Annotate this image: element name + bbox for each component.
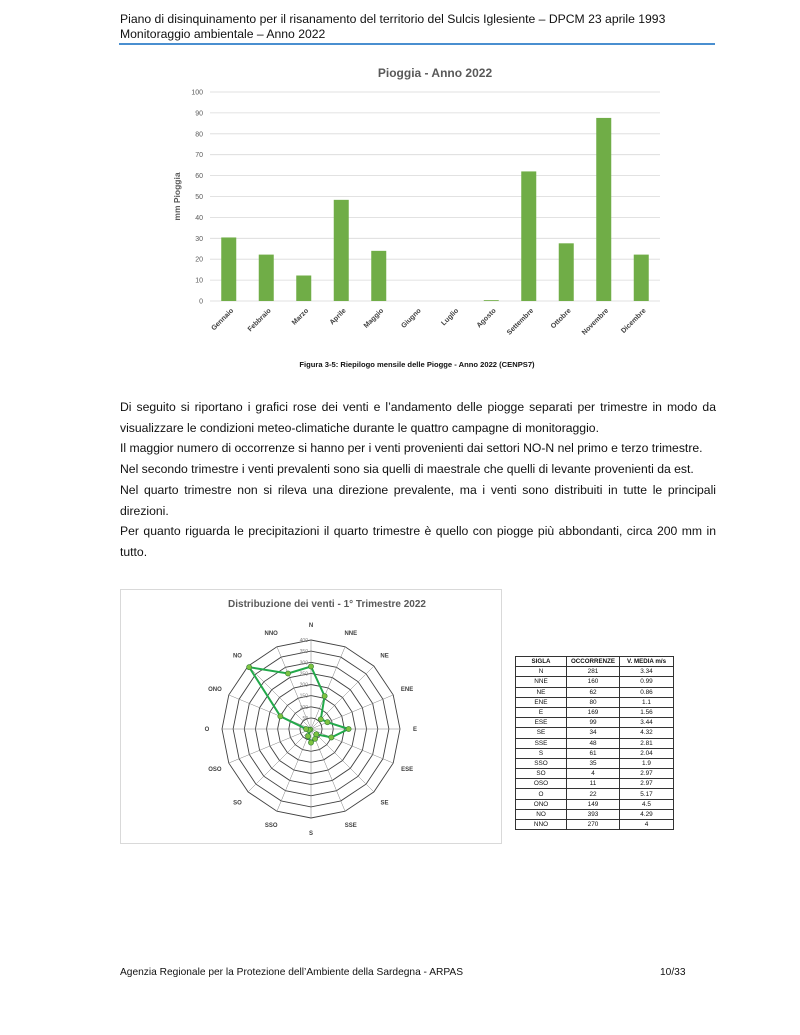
table-cell-sigla: O bbox=[516, 789, 567, 799]
table-cell-occorrenze: 270 bbox=[567, 820, 620, 830]
y-tick-label: 30 bbox=[195, 235, 203, 243]
wind-table-header-row bbox=[516, 657, 674, 667]
y-tick-label: 60 bbox=[195, 173, 203, 181]
wind-point-ne bbox=[318, 717, 323, 722]
wind-point-s bbox=[308, 740, 313, 745]
r-tick-label: 250 bbox=[299, 671, 308, 678]
wind-table-header-sigla: SIGLA bbox=[516, 657, 567, 667]
direction-label: ONO bbox=[208, 687, 222, 694]
table-cell-vmedia: 3.34 bbox=[620, 667, 674, 677]
page-header bbox=[120, 12, 714, 42]
table-cell-sigla: SE bbox=[516, 728, 567, 738]
table-cell-occorrenze: 393 bbox=[567, 809, 620, 819]
table-cell-occorrenze: 35 bbox=[567, 758, 620, 768]
radar-spoke bbox=[229, 729, 311, 763]
table-cell-occorrenze: 4 bbox=[567, 769, 620, 779]
table-row bbox=[516, 789, 674, 799]
r-tick-label: 150 bbox=[299, 693, 308, 700]
table-cell-sigla: S bbox=[516, 748, 567, 758]
table-cell-vmedia: 0.86 bbox=[620, 687, 674, 697]
bar-febbraio bbox=[259, 255, 274, 301]
x-tick-label: Settembre bbox=[506, 307, 536, 337]
x-tick-label: Agosto bbox=[475, 307, 498, 330]
table-cell-sigla: N bbox=[516, 667, 567, 677]
table-row bbox=[516, 779, 674, 789]
direction-label: S bbox=[308, 831, 314, 837]
table-row bbox=[516, 687, 674, 697]
bar-aprile bbox=[334, 200, 349, 301]
header-line-2: Monitoraggio ambientale – Anno 2022 bbox=[120, 27, 326, 41]
wind-point-ese bbox=[329, 735, 334, 740]
direction-label: SO bbox=[233, 800, 242, 807]
table-cell-vmedia: 1.56 bbox=[620, 707, 674, 717]
table-cell-sigla: NNE bbox=[516, 677, 567, 687]
wind-table-header-vmedia: V. MEDIA m/s bbox=[620, 657, 674, 667]
r-tick-label: 350 bbox=[299, 649, 308, 656]
table-cell-occorrenze: 62 bbox=[567, 687, 620, 697]
header-rule bbox=[119, 43, 715, 45]
x-tick-label: Ottobre bbox=[549, 307, 573, 331]
table-cell-sigla: E bbox=[516, 707, 567, 717]
chart-title: Pioggia - Anno 2022 bbox=[377, 66, 493, 80]
y-tick-label: 20 bbox=[195, 256, 203, 264]
chart-title: Distribuzione dei venti - 1° Trimestre 2022 bbox=[228, 599, 426, 610]
table-row bbox=[516, 667, 674, 677]
table-cell-sigla: NNO bbox=[516, 820, 567, 830]
y-tick-label: 80 bbox=[195, 131, 203, 139]
table-cell-sigla: SO bbox=[516, 769, 567, 779]
table-cell-sigla: OSO bbox=[516, 779, 567, 789]
table-cell-occorrenze: 34 bbox=[567, 728, 620, 738]
direction-label: NE bbox=[380, 653, 389, 660]
table-row bbox=[516, 799, 674, 809]
direction-label: SSE bbox=[344, 823, 357, 830]
bar-maggio bbox=[371, 251, 386, 301]
direction-label: NNE bbox=[344, 630, 358, 637]
direction-label: N bbox=[308, 623, 314, 629]
radar-spoke bbox=[277, 729, 311, 811]
table-cell-occorrenze: 149 bbox=[567, 799, 620, 809]
footer-page-number: 10/33 bbox=[660, 967, 686, 978]
table-row bbox=[516, 728, 674, 738]
direction-label: NNO bbox=[264, 630, 278, 637]
y-tick-label: 100 bbox=[191, 89, 203, 97]
table-cell-sigla: ONO bbox=[516, 799, 567, 809]
y-axis-label: mm Pioggia bbox=[172, 172, 182, 221]
direction-label: O bbox=[204, 727, 210, 733]
x-tick-label: Maggio bbox=[362, 307, 386, 330]
wind-point-sso bbox=[305, 734, 310, 739]
table-cell-occorrenze: 80 bbox=[567, 697, 620, 707]
table-cell-sigla: SSE bbox=[516, 738, 567, 748]
y-tick-label: 10 bbox=[195, 277, 203, 285]
body-text bbox=[120, 397, 716, 563]
x-tick-label: Dicembre bbox=[620, 307, 648, 335]
table-cell-occorrenze: 61 bbox=[567, 748, 620, 758]
table-cell-sigla: NO bbox=[516, 809, 567, 819]
wind-point-ono bbox=[278, 714, 283, 719]
table-row bbox=[516, 697, 674, 707]
table-cell-occorrenze: 169 bbox=[567, 707, 620, 717]
table-cell-sigla: ESE bbox=[516, 718, 567, 728]
table-cell-occorrenze: 48 bbox=[567, 738, 620, 748]
table-cell-vmedia: 1.1 bbox=[620, 697, 674, 707]
x-tick-label: Marzo bbox=[290, 307, 311, 327]
table-row bbox=[516, 758, 674, 768]
y-tick-label: 70 bbox=[195, 152, 203, 160]
bar-ottobre bbox=[559, 243, 574, 301]
r-tick-label: 300 bbox=[299, 660, 308, 667]
bar-dicembre bbox=[634, 255, 649, 301]
x-tick-label: Aprile bbox=[328, 307, 348, 327]
table-cell-vmedia: 2.81 bbox=[620, 738, 674, 748]
table-cell-vmedia: 4 bbox=[620, 820, 674, 830]
table-row bbox=[516, 738, 674, 748]
wind-point-nne bbox=[322, 694, 327, 699]
table-cell-vmedia: 1.9 bbox=[620, 758, 674, 768]
wind-table-header-occorrenze: OCCORRENZE bbox=[567, 657, 620, 667]
wind-table bbox=[515, 656, 674, 830]
direction-label: NO bbox=[232, 653, 242, 660]
table-row bbox=[516, 809, 674, 819]
table-cell-vmedia: 5.17 bbox=[620, 789, 674, 799]
table-cell-vmedia: 0.99 bbox=[620, 677, 674, 687]
y-tick-label: 50 bbox=[195, 194, 203, 201]
table-cell-sigla: SSO bbox=[516, 758, 567, 768]
x-tick-label: Gennaio bbox=[210, 307, 236, 333]
r-tick-label: 100 bbox=[299, 704, 308, 711]
paragraph-4: Nel quarto trimestre non si rileva una direzione prevalente, ma i venti sono distribuiti in tutte le principali direzioni. bbox=[120, 482, 716, 518]
table-cell-sigla: ENE bbox=[516, 697, 567, 707]
table-cell-vmedia: 2.97 bbox=[620, 769, 674, 779]
direction-label: E bbox=[412, 727, 418, 733]
wind-rose-chart-svg bbox=[121, 590, 501, 843]
direction-label: ENE bbox=[400, 687, 414, 694]
wind-rose-chart bbox=[120, 589, 502, 844]
x-tick-label: Febbraio bbox=[246, 307, 273, 334]
header-line-1: Piano di disinquinamento per il risanamento del territorio del Sulcis Iglesiente – DPCM 23 aprile 1993 bbox=[120, 12, 666, 26]
figure-caption: Figura 3-5: Riepilogo mensile delle Piogge - Anno 2022 (CENPS7) bbox=[299, 360, 535, 369]
wind-point-sse bbox=[312, 736, 317, 741]
wind-point-n bbox=[308, 664, 313, 669]
direction-label: SSO bbox=[264, 823, 278, 830]
x-tick-label: Luglio bbox=[440, 307, 461, 328]
table-cell-occorrenze: 281 bbox=[567, 667, 620, 677]
rain-bar-chart bbox=[165, 60, 675, 360]
bar-marzo bbox=[296, 276, 311, 301]
paragraph-3: Nel secondo trimestre i venti prevalenti sono sia quelli di maestrale che quelli di levante provenienti da est. bbox=[120, 462, 694, 477]
radar-spoke bbox=[311, 729, 393, 763]
table-cell-occorrenze: 99 bbox=[567, 718, 620, 728]
table-cell-vmedia: 4.5 bbox=[620, 799, 674, 809]
r-tick-label: 200 bbox=[299, 682, 308, 689]
bar-novembre bbox=[596, 118, 611, 301]
wind-point-ene bbox=[325, 720, 330, 725]
table-cell-vmedia: 2.04 bbox=[620, 748, 674, 758]
paragraph-5: Per quanto riguarda le precipitazioni il quarto trimestre è quello con piogge più abbondanti, circa 200 mm in tutto. bbox=[120, 524, 716, 559]
bar-gennaio bbox=[221, 237, 236, 301]
direction-label: OSO bbox=[208, 766, 222, 773]
paragraph-1: Di seguito si riportano i grafici rose dei venti e l’andamento delle piogge separati per trimestre in modo da visualizzare le condizioni meteo-climatiche durante le quattro campagne di monitoraggio. bbox=[120, 400, 716, 435]
wind-point-nno bbox=[285, 671, 290, 676]
table-row bbox=[516, 769, 674, 779]
x-tick-label: Novembre bbox=[581, 307, 611, 337]
paragraph-2: Il maggior numero di occorrenze si hanno per i venti provenienti dai settori NO-N nel primo e terzo trimestre. bbox=[120, 441, 703, 456]
direction-label: ESE bbox=[401, 766, 414, 773]
table-cell-occorrenze: 11 bbox=[567, 779, 620, 789]
x-tick-label: Giugno bbox=[400, 307, 423, 330]
y-tick-label: 40 bbox=[195, 214, 203, 222]
table-cell-occorrenze: 22 bbox=[567, 789, 620, 799]
bar-agosto bbox=[484, 300, 499, 301]
table-cell-vmedia: 4.32 bbox=[620, 728, 674, 738]
y-tick-label: 90 bbox=[195, 110, 203, 118]
r-tick-label: 50 bbox=[302, 715, 308, 722]
direction-label: SE bbox=[380, 800, 389, 807]
table-cell-vmedia: 3.44 bbox=[620, 718, 674, 728]
table-cell-sigla: NE bbox=[516, 687, 567, 697]
footer-agency: Agenzia Regionale per la Protezione dell’Ambiente della Sardegna - ARPAS bbox=[120, 967, 464, 978]
table-cell-vmedia: 4.29 bbox=[620, 809, 674, 819]
table-cell-vmedia: 2.97 bbox=[620, 779, 674, 789]
y-tick-label: 0 bbox=[199, 298, 203, 306]
table-row bbox=[516, 718, 674, 728]
wind-point-no bbox=[247, 665, 252, 670]
table-row bbox=[516, 748, 674, 758]
table-row bbox=[516, 677, 674, 687]
rain-bar-chart-svg bbox=[165, 60, 675, 360]
bar-settembre bbox=[521, 171, 536, 301]
wind-point-o bbox=[304, 726, 309, 731]
r-tick-label: 400 bbox=[299, 638, 308, 644]
table-cell-occorrenze: 160 bbox=[567, 677, 620, 687]
table-row bbox=[516, 707, 674, 717]
radar-spoke bbox=[311, 647, 345, 729]
table-row bbox=[516, 820, 674, 830]
wind-point-e bbox=[346, 726, 351, 731]
